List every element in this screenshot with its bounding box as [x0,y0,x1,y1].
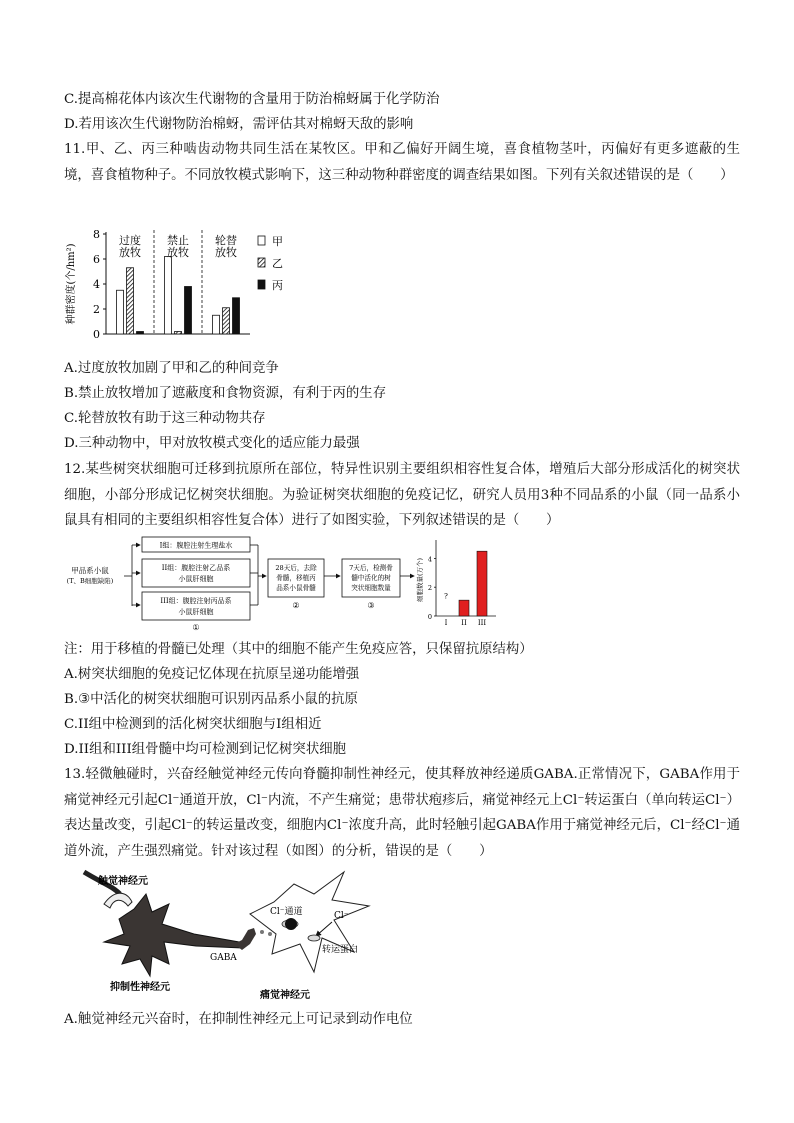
q11-option-a: A.过度放牧加剧了甲和乙的种间竞争 [64,361,279,376]
y-tick-label: 8 [93,228,100,241]
q12-option-c: C.II组中检测到的活化树突状细胞与I组相近 [64,717,322,732]
q10-option-d: D.若用该次生代谢物防治棉蚜，需评估其对棉蚜天敌的影响 [64,117,414,132]
legend-label: 丙 [272,279,283,292]
bar-甲 [117,290,124,334]
bar-乙 [127,268,134,334]
step3-label: ③ [367,601,375,610]
group-label: 放牧 [215,246,237,259]
q11-option-b: B.禁止放牧增加了遮蔽度和食物资源，有利于丙的生存 [64,386,387,401]
q10-option-c: C.提高棉花体内该次生代谢物的含量用于防治棉蚜属于化学防治 [64,92,440,107]
transplant-line1: 28天后，去除 [275,564,317,572]
bar-丙 [233,298,240,334]
cl-channel-label: Cl⁻通道 [270,907,303,917]
unknown-value-mark: ? [444,592,448,601]
legend-swatch [258,280,265,289]
source-sub-label: (T、B细胞缺陷) [66,577,114,585]
y-tick-label: 2 [427,584,432,593]
gaba-label: GABA [210,953,237,963]
cell-count-bar-chart [415,540,496,627]
pain-neuron-body [250,872,369,972]
y-tick-label: 2 [93,303,100,316]
chart-bars [117,257,240,335]
legend-swatch [258,258,265,267]
bar-乙 [175,332,182,335]
group1-label: I组：腹腔注射生理盐水 [159,541,233,550]
q12-option-a: A.树突状细胞的免疫记忆体现在抗原呈递功能增强 [64,667,360,682]
bar-甲 [165,257,172,335]
group-label: 禁止 [167,234,189,247]
group3-line2: 小鼠肝细胞 [178,608,214,616]
detect-line2: 髓中活化的树 [351,574,391,582]
q12-experiment-diagram [64,536,504,632]
pain-neuron-label: 痛觉神经元 [260,990,310,1001]
group-label: 放牧 [167,246,189,259]
step1-label: ① [192,623,200,632]
chart-legend [258,235,283,292]
inhibitory-neuron-body [104,894,242,976]
y-tick-label: 4 [427,555,432,564]
q13-option-a: A.触觉神经元兴奋时，在抑制性神经元上可记录到动作电位 [64,1012,413,1027]
bar-乙 [223,308,230,334]
group2-line2: 小鼠肝细胞 [178,575,214,583]
touch-neuron-label: 触觉神经元 [98,876,148,887]
source-label: 甲品系小鼠 [71,566,109,575]
legend-swatch [258,236,265,245]
detect-line1: 7天后，检测骨 [349,564,393,572]
q12-option-d: D.II组和III组骨髓中均可检测到记忆树突状细胞 [64,742,346,757]
detect-line3: 突状细胞数量 [351,584,391,592]
x-tick-label: III [477,619,487,627]
q11-option-c: C.轮替放牧有助于这三种动物共存 [64,411,266,426]
inhibitory-neuron-label: 抑制性神经元 [110,982,170,993]
legend-label: 乙 [272,257,283,270]
transplant-line3: 品系小鼠骨髓 [276,584,316,592]
transporter-label: 转运蛋白 [322,945,359,955]
group-label: 放牧 [119,246,141,259]
bar-group-II [459,600,469,616]
y-tick-label: 4 [93,278,100,291]
q12-option-b: B.③中活化的树突状细胞可识别丙品系小鼠的抗原 [64,692,358,707]
bar-group-III [477,551,487,616]
q11-bar-chart [60,224,310,349]
y-axis-label: 种群密度(个/hm²) [66,243,77,325]
q11-option-d: D.三种动物中，甲对放牧模式变化的适应能力最强 [64,436,360,451]
q12-stem: 12.某些树突状细胞可迁移到抗原所在部位，特异性识别主要组织相容性复合体，增殖后大部分形成活化的树突状细胞，小部分形成记忆树突状细胞。为验证树突状细胞的免疫记忆，研究人员用3种不同品系的小鼠（同一品系小鼠具有相同的主要组织相容性复合体）进行了如图实验，下列叙述错误的是（ ） [64,462,740,528]
transplant-line2: 骨髓，移植丙 [276,574,316,582]
q13-neuron-figure [64,864,404,1004]
y-tick-label: 0 [93,328,100,341]
group-label: 过度 [119,234,141,247]
x-tick-label: I [444,619,448,627]
group2-line1: II组：腹腔注射乙品系 [161,564,231,572]
x-tick-label: II [461,619,467,627]
group-label: 轮替 [215,234,237,247]
group3-line1: III组：腹腔注射丙品系 [160,597,232,605]
bar-丙 [137,332,144,335]
q12-note: 注：用于移植的骨髓已处理（其中的细胞不能产生免疫应答，只保留抗原结构） [64,642,533,657]
q13-stem: 13.轻微触碰时，兴奋经触觉神经元传向脊髓抑制性神经元，使其释放神经递质GABA.正常情况下，GABA作用于痛觉神经元引起Cl⁻通道开放，Cl⁻内流，不产生痛觉；患带状疱疹后，痛觉神经元上Cl⁻转运蛋白（单向转运Cl⁻）表达量改变，引起Cl⁻的转运量改变，细胞内Cl⁻浓度升高，此时轻触引起GABA作用于痛觉神经元后，Cl⁻经Cl⁻通道外流，产生强烈痛觉。针对该过程（如图）的分析，错误的是（ ） [64,767,740,859]
q11-stem: 11.甲、乙、丙三种啮齿动物共同生活在某牧区。甲和乙偏好开阔生境，喜食植物茎叶，丙偏好有更多遮蔽的生境，喜食植物种子。不同放牧模式影响下，这三种动物种群密度的调查结果如图。下列有关叙述错误的是（ ） [64,142,740,183]
y-tick-label: 0 [427,613,432,621]
bar-甲 [213,315,220,334]
cl-ion-label: Cl⁻ [334,911,349,921]
y-tick-label: 6 [93,253,100,266]
chart-labels [119,233,237,259]
legend-label: 甲 [272,235,283,248]
bar-丙 [185,287,192,335]
step2-label: ② [292,601,300,610]
y-axis-label: 细胞数量(万个) [416,557,424,603]
